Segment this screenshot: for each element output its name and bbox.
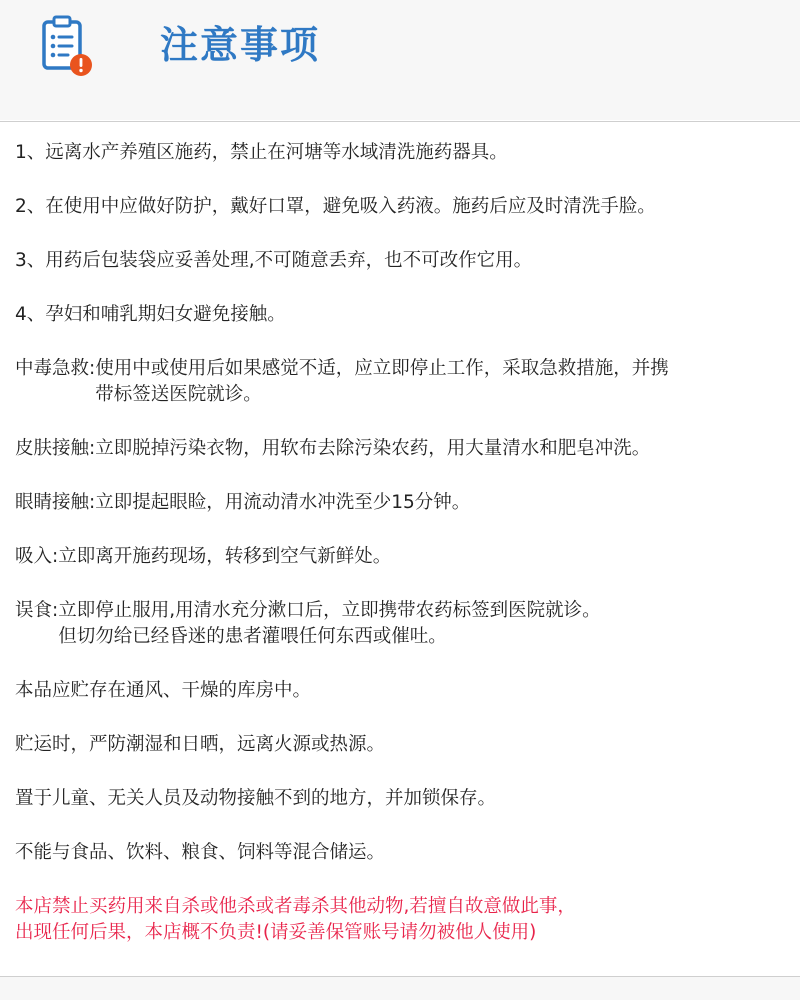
footer-strip xyxy=(0,977,800,1000)
page-title: 注意事项 xyxy=(160,23,321,67)
storage-item: 不能与食品、饮料、粮食、饲料等混合储运。 xyxy=(15,842,386,863)
clipboard-warning-icon xyxy=(34,12,104,82)
storage-item: 贮运时，严防潮湿和日晒，远离火源或热源。 xyxy=(15,734,386,755)
store-warning xyxy=(15,894,795,946)
notice-item: 2、在使用中应做好防护，戴好口罩，避免吸入药液。施药后应及时清洗手脸。 xyxy=(15,196,656,217)
notice-item: 4、孕妇和哺乳期妇女避免接触。 xyxy=(15,304,286,325)
warning-text: 本店禁止买药用来自杀或他杀或者毒杀其他动物,若擅自故意做此事， xyxy=(15,896,576,917)
first-aid-label: 误食: xyxy=(15,600,59,621)
first-aid-text: 但切勿给已经昏迷的患者灌喂任何东西或催吐。 xyxy=(58,626,447,647)
first-aid-text: 立即提起眼睑，用流动清水冲洗至少15分钟。 xyxy=(95,492,471,513)
storage-item: 置于儿童、无关人员及动物接触不到的地方，并加锁保存。 xyxy=(15,788,497,809)
first-aid-label: 眼睛接触: xyxy=(15,492,96,513)
first-aid-text: 立即停止服用,用清水充分漱口后，立即携带农药标签到医院就诊。 xyxy=(58,600,601,621)
notice-content xyxy=(15,140,795,974)
storage-item: 本品应贮存在通风、干燥的库房中。 xyxy=(15,680,312,701)
warning-text: 出现任何后果，本店概不负责!(请妥善保管账号请勿被他人使用) xyxy=(15,922,537,943)
first-aid-text: 使用中或使用后如果感觉不适，应立即停止工作，采取急救措施，并携 xyxy=(95,358,669,379)
notice-item: 3、用药后包装袋应妥善处理,不可随意丢弃，也不可改作它用。 xyxy=(15,250,533,271)
first-aid-text: 带标签送医院就诊。 xyxy=(95,384,262,405)
first-aid-ingestion xyxy=(15,598,795,650)
first-aid-eyes xyxy=(15,490,795,516)
first-aid-label: 吸入: xyxy=(15,546,59,567)
notice-item: 1、远离水产养殖区施药，禁止在河塘等水域清洗施药器具。 xyxy=(15,142,508,163)
first-aid-poisoning xyxy=(15,356,795,408)
first-aid-label: 中毒急救: xyxy=(15,358,96,379)
header xyxy=(0,0,800,120)
first-aid-text: 立即离开施药现场，转移到空气新鲜处。 xyxy=(58,546,392,567)
first-aid-inhalation xyxy=(15,544,795,570)
first-aid-text: 立即脱掉污染衣物，用软布去除污染农药，用大量清水和肥皂冲洗。 xyxy=(95,438,651,459)
first-aid-skin xyxy=(15,436,795,462)
top-divider xyxy=(0,121,800,122)
first-aid-label: 皮肤接触: xyxy=(15,438,96,459)
